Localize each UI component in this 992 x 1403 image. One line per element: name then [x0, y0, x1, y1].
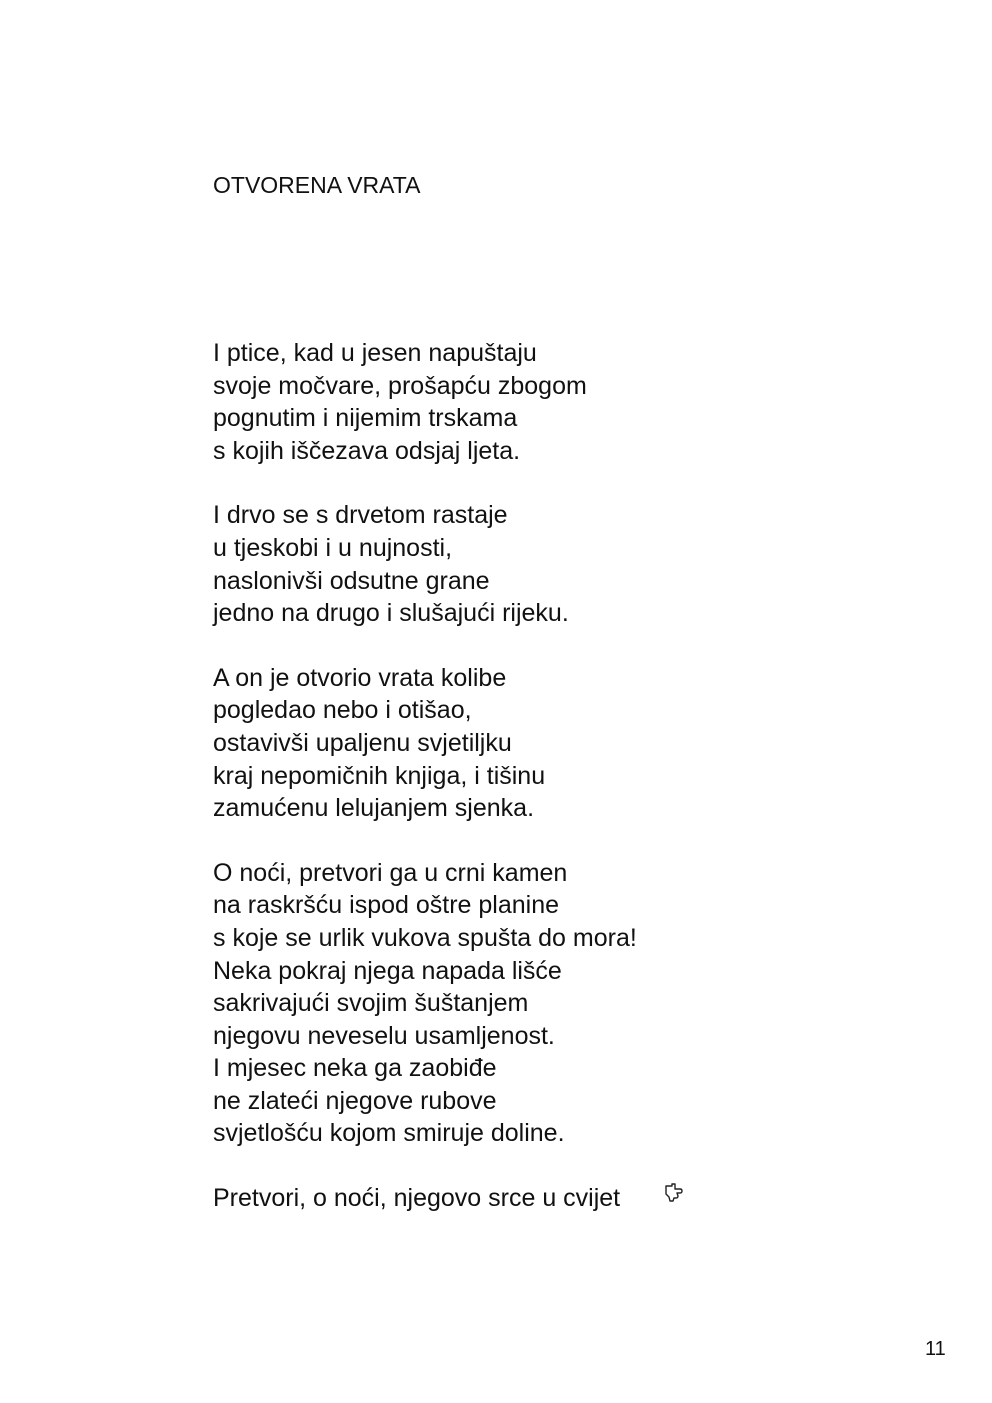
poem-line: sakrivajući svojim šuštanjem	[213, 989, 529, 1018]
poem-line: I ptice, kad u jesen napuštaju	[213, 339, 537, 367]
hand-pointing-icon	[663, 1182, 685, 1215]
poem-line: u tjeskobi i u nujnosti,	[213, 533, 453, 562]
poem-line-container	[213, 1182, 833, 1215]
poem-line: naslonivši odsutne grane	[213, 566, 490, 595]
poem-line: zamućenu lelujanjem sjenka.	[213, 794, 535, 823]
hand-pointing-icon-svg	[663, 1182, 685, 1204]
poem-line: O noći, pretvori ga u crni kamen	[213, 858, 568, 887]
page-number: 11	[925, 1338, 946, 1360]
poem-line: s koje se urlik vukova spušta do mora!	[213, 923, 637, 952]
poem-line: na raskršću ispod oštre planine	[213, 891, 560, 920]
poem-line: jedno na drugo i slušajući rijeku.	[213, 599, 569, 628]
poem-line: ne zlateći njegove rubove	[213, 1086, 497, 1115]
poem-line: Pretvori, o noći, njegovo srce u cvijet	[213, 1184, 621, 1213]
poem-line: pognutim i nijemim trskama	[213, 404, 518, 433]
poem-line: svjetlošću kojom smiruje doline.	[213, 1119, 565, 1148]
poem-line: svoje močvare, prošapću zbogom	[213, 371, 587, 400]
poem-line: njegovu neveselu usamljenost.	[213, 1021, 555, 1050]
poem-line: Neka pokraj njega napada lišće	[213, 956, 562, 985]
stanza-4	[213, 857, 833, 1150]
poem-line: pogledao nebo i otišao,	[213, 696, 472, 725]
poem-line: s kojih iščezava odsjaj ljeta.	[213, 436, 521, 465]
poem-line: kraj nepomičnih knjiga, i tišinu	[213, 761, 546, 790]
poem-body	[213, 337, 833, 1247]
poem-title: OTVORENA VRATA	[213, 172, 421, 198]
poem-line: I drvo se s drvetom rastaje	[213, 501, 508, 530]
poem-line: A on je otvorio vrata kolibe	[213, 663, 507, 692]
stanza-5	[213, 1182, 833, 1215]
stanza-2	[213, 499, 833, 629]
poem-line: ostavivši upaljenu svjetiljku	[213, 728, 512, 757]
poem-line: I mjesec neka ga zaobiđe	[213, 1054, 497, 1083]
stanza-3	[213, 662, 833, 825]
stanza-1	[213, 337, 833, 467]
